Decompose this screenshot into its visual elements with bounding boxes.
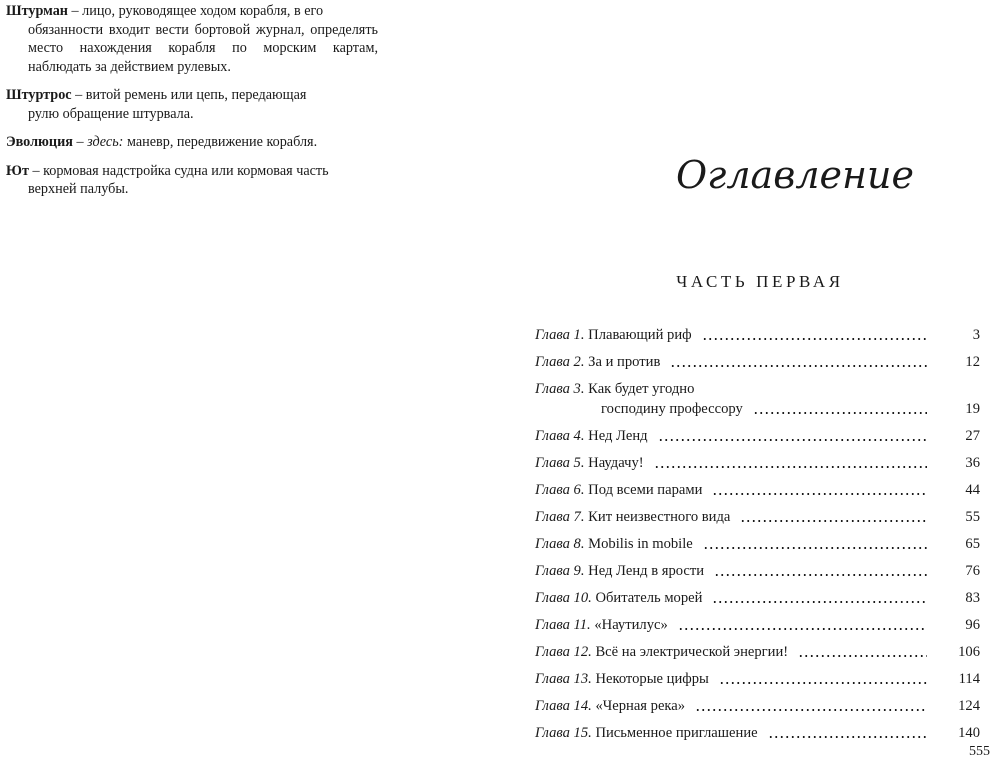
toc-entry-text <box>535 352 660 372</box>
toc-entry[interactable] <box>535 318 985 345</box>
dot-leader <box>670 358 927 368</box>
chapter-title: Как будет угодно <box>588 381 695 397</box>
toc-entry[interactable] <box>535 662 985 689</box>
dot-leader <box>712 594 927 604</box>
toc-entry[interactable] <box>535 446 985 473</box>
toc-entry-text <box>535 696 685 716</box>
dot-leader <box>740 513 927 523</box>
chapter-title: Mobilis in mobile <box>588 536 693 552</box>
chapter-page-number: 114 <box>958 671 980 687</box>
toc-entry-main <box>535 534 940 554</box>
toc-entry[interactable] <box>535 500 985 527</box>
chapter-title: «Черная река» <box>595 698 686 714</box>
dot-leader <box>719 675 927 685</box>
chapter-title: Нед Ленд <box>588 428 648 444</box>
toc-entry-main <box>535 379 940 419</box>
chapter-page-number: 55 <box>965 509 980 525</box>
toc-entry-main <box>535 352 940 372</box>
glossary-entry-shturtros <box>6 86 378 123</box>
toc-title-text: Оглавление <box>676 153 915 197</box>
chapter-label: Глава 8. <box>535 536 585 552</box>
dot-leader <box>768 729 927 739</box>
chapter-page-number: 3 <box>972 327 980 343</box>
chapter-title: Под всеми парами <box>588 482 703 498</box>
chapter-title: Обитатель морей <box>595 590 703 606</box>
glossary-term: Эволюция <box>6 134 73 150</box>
chapter-title: Плавающий риф <box>588 327 692 343</box>
chapter-label: Глава 1. <box>535 327 585 343</box>
chapter-title: За и против <box>588 354 661 370</box>
toc-entry-text <box>535 379 743 419</box>
toc-entry-text <box>535 453 644 473</box>
glossary-entry-shturman <box>6 2 378 76</box>
toc-entry-main <box>535 588 940 608</box>
glossary <box>6 2 378 209</box>
glossary-note: здесь: <box>87 134 124 150</box>
toc-entry-main <box>535 696 940 716</box>
dot-leader <box>658 432 927 442</box>
toc-entry[interactable] <box>535 372 985 419</box>
chapter-title: Наудачу! <box>588 455 644 471</box>
toc-entry-text <box>535 615 668 635</box>
chapter-label: Глава 14. <box>535 698 592 714</box>
toc-entry-text <box>535 426 648 446</box>
chapter-label: Глава 13. <box>535 671 592 687</box>
toc-entry-main <box>535 669 940 689</box>
toc-entry-main <box>535 642 940 662</box>
toc-entry-main <box>535 507 940 527</box>
glossary-definition-continued: обязанности входит вести бортовой журнал, определять место нахождения корабля по морским картам, наблюдать за действием рулевых. <box>28 21 378 75</box>
glossary-term: Ют <box>6 162 29 179</box>
toc-entry-main <box>535 480 940 500</box>
dot-leader <box>714 567 927 577</box>
chapter-label: Глава 5. <box>535 455 585 471</box>
glossary-entry-evolyutsiya <box>6 133 378 152</box>
chapter-page-number: 106 <box>958 644 980 660</box>
glossary-dash: – <box>72 134 88 150</box>
dot-leader <box>702 331 927 341</box>
chapter-page-number: 27 <box>965 428 980 444</box>
chapter-page-number: 83 <box>965 590 980 606</box>
chapter-label: Глава 2. <box>535 354 585 370</box>
chapter-label: Глава 12. <box>535 644 592 660</box>
chapter-title: Нед Ленд в ярости <box>588 563 705 579</box>
toc-entry[interactable] <box>535 345 985 372</box>
dot-leader <box>753 405 927 415</box>
toc-entry-main <box>535 615 940 635</box>
toc-entry[interactable] <box>535 554 985 581</box>
toc-entry[interactable] <box>535 689 985 716</box>
toc-entry-text <box>535 669 709 689</box>
glossary-term: Штуртрос <box>6 87 72 103</box>
toc-entry[interactable] <box>535 581 985 608</box>
chapter-page-number: 96 <box>965 617 980 633</box>
toc-entry[interactable] <box>535 419 985 446</box>
glossary-term: Штурман <box>6 3 68 19</box>
glossary-entry-yut <box>6 162 378 199</box>
toc-entry[interactable] <box>535 527 985 554</box>
toc-entry-text <box>535 480 702 500</box>
dot-leader <box>703 540 927 550</box>
toc-entry[interactable] <box>535 716 985 743</box>
toc-entry-main <box>535 723 940 743</box>
toc-entry-main <box>535 453 940 473</box>
toc-title-script <box>676 140 915 204</box>
toc-entry-main <box>535 325 940 345</box>
chapter-page-number: 140 <box>958 725 980 741</box>
chapter-title-line2: господину профессору <box>601 401 743 417</box>
toc-entry[interactable] <box>535 635 985 662</box>
toc-entry-text <box>535 723 758 743</box>
chapter-title: Кит неизвестного вида <box>588 509 731 525</box>
chapter-label: Глава 15. <box>535 725 592 741</box>
dot-leader <box>654 459 927 469</box>
chapter-page-number: 44 <box>965 482 980 498</box>
glossary-definition: – лицо, руководящее ходом корабля, в его <box>67 3 324 19</box>
toc-entry-text <box>535 588 702 608</box>
toc-entry-text <box>535 507 730 527</box>
chapter-page-number: 65 <box>965 536 980 552</box>
glossary-definition: маневр, передвижение корабля. <box>123 134 318 150</box>
chapter-page-number: 124 <box>958 698 980 714</box>
chapter-label: Глава 10. <box>535 590 592 606</box>
chapter-label: Глава 4. <box>535 428 585 444</box>
dot-leader <box>678 621 927 631</box>
chapter-title: «Наутилус» <box>594 617 668 633</box>
chapter-page-number: 12 <box>965 354 980 370</box>
toc-entry-text <box>535 561 704 581</box>
dot-leader <box>695 702 927 712</box>
page-number: 555 <box>969 744 990 759</box>
chapter-title: Некоторые цифры <box>595 671 709 687</box>
toc-title <box>676 140 915 204</box>
dot-leader <box>712 486 927 496</box>
toc-entry-main <box>535 561 940 581</box>
chapter-page-number: 36 <box>965 455 980 471</box>
chapter-page-number: 76 <box>965 563 980 579</box>
toc-entry-text <box>535 642 788 662</box>
glossary-definition: – витой ремень или цепь, передающая <box>71 87 307 103</box>
toc-entry-main <box>535 426 940 446</box>
toc-list <box>535 318 985 743</box>
chapter-label: Глава 3. <box>535 381 585 397</box>
chapter-title: Всё на электрической энергии! <box>595 644 789 660</box>
chapter-label: Глава 7. <box>535 509 585 525</box>
glossary-definition-continued: верхней палубы. <box>28 181 129 197</box>
dot-leader <box>798 648 927 658</box>
chapter-page-number: 19 <box>965 401 980 417</box>
chapter-title: Письменное приглашение <box>595 725 758 741</box>
glossary-definition: – кормовая надстройка судна или кормовая часть <box>28 162 329 179</box>
glossary-definition-continued: рулю обращение штурвала. <box>28 105 194 122</box>
toc-entry-text <box>535 325 692 345</box>
toc-entry[interactable] <box>535 608 985 635</box>
chapter-label: Глава 6. <box>535 482 585 498</box>
toc-entry[interactable] <box>535 473 985 500</box>
toc-entry-text <box>535 534 693 554</box>
chapter-label: Глава 9. <box>535 563 585 579</box>
part-heading: ЧАСТЬ ПЕРВАЯ <box>676 272 844 291</box>
chapter-label: Глава 11. <box>535 617 591 633</box>
